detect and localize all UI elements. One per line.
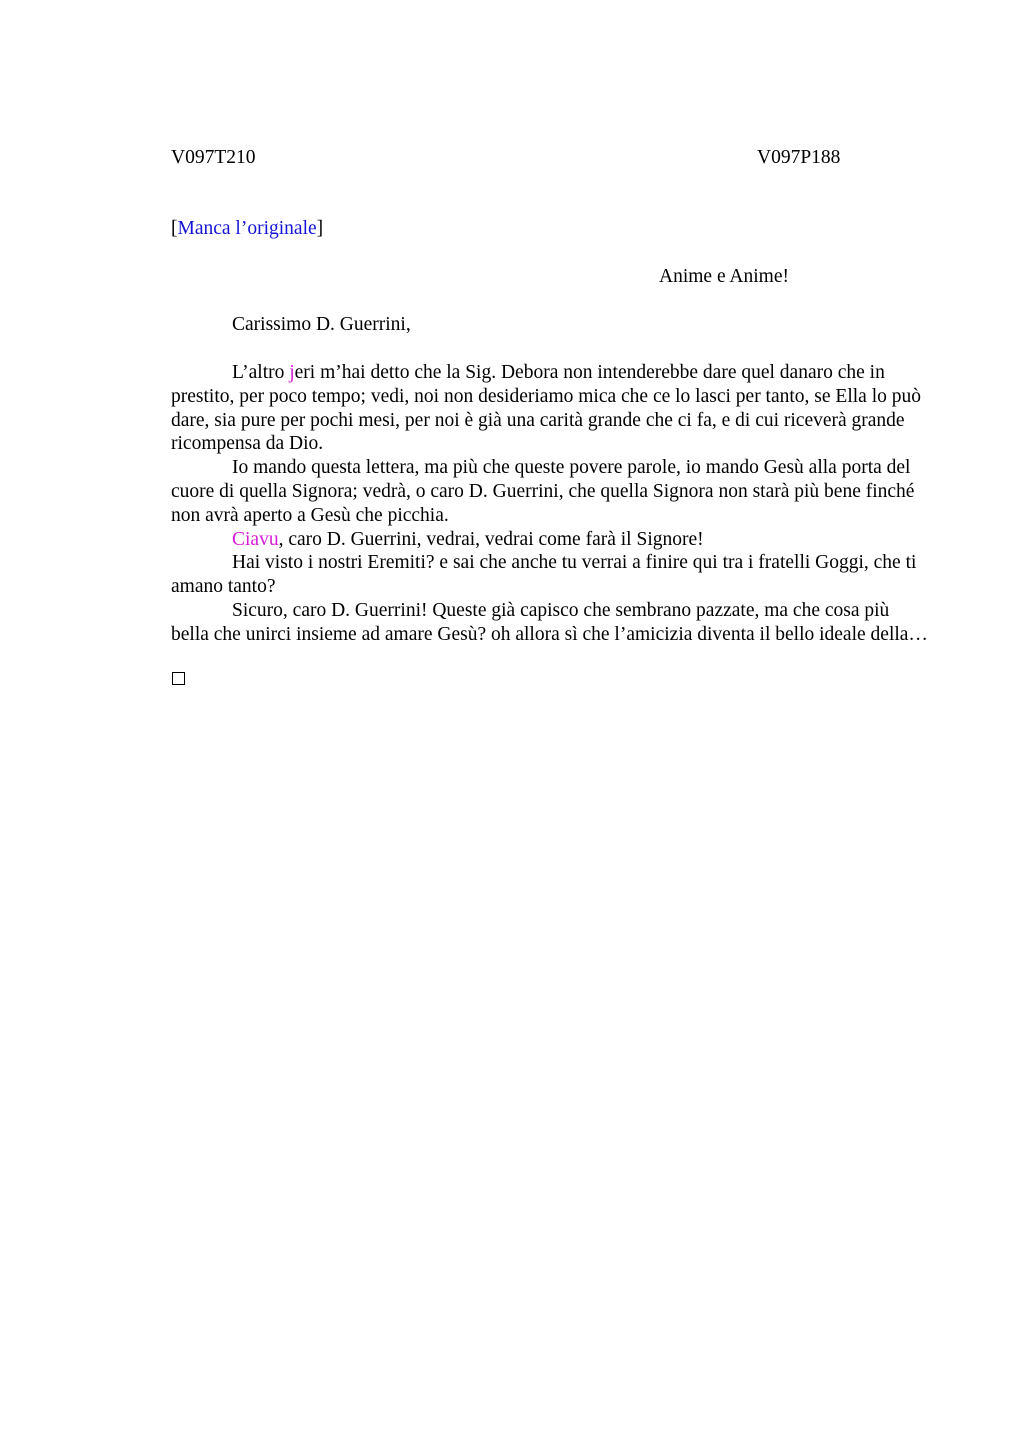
paragraph-1	[171, 361, 931, 456]
letter-body	[171, 361, 931, 647]
paragraph-3-highlight: Ciavu	[232, 528, 279, 550]
paragraph-5: Sicuro, caro D. Guerrini! Queste già capisco che sembrano pazzate, ma che cosa più bella che unirci insieme ad amare Gesù? oh allora sì che l’amicizia diventa il bello ideale della…	[171, 599, 928, 645]
document-code-right: V097P188	[757, 147, 841, 168]
letter-salutation: Carissimo D. Guerrini,	[232, 314, 411, 335]
paragraph-4: Hai visto i nostri Eremiti? e sai che anche tu verrai a finire qui tra i fratelli Goggi, che ti amano tanto?	[171, 552, 917, 598]
paragraph-3	[171, 528, 931, 552]
letter-subtitle: Anime e Anime!	[659, 266, 789, 287]
note-close-bracket: ]	[316, 218, 324, 239]
paragraph-1-rest: eri m’hai detto che la Sig. Debora non intenderebbe dare quel danaro che in prestito, per poco tempo; vedi, noi non desideriamo mica che ce lo lasci per tanto, se Ella lo può dare, sia pure per pochi mesi, per noi è già una carità grande che ci fa, e di cui riceverà grande ricompensa da Dio.	[171, 362, 921, 455]
paragraph-2: Io mando questa lettera, ma più che queste povere parole, io mando Gesù alla porta del cuore di quella Signora; vedrà, o caro D. Guerrini, che quella Signora non starà più bene finché non avrà aperto a Gesù che picchia.	[171, 457, 915, 526]
missing-original-note	[171, 217, 323, 241]
paragraph-3-rest: , caro D. Guerrini, vedrai, vedrai come farà il Signore!	[278, 528, 704, 550]
note-text: Manca l’originale	[177, 218, 317, 239]
paragraph-1-highlight: j	[289, 362, 295, 383]
note-open-bracket: [	[171, 218, 178, 239]
square-outline-icon	[172, 672, 185, 685]
paragraph-1-start: L’altro	[232, 362, 290, 383]
document-code-left: V097T210	[171, 147, 256, 168]
